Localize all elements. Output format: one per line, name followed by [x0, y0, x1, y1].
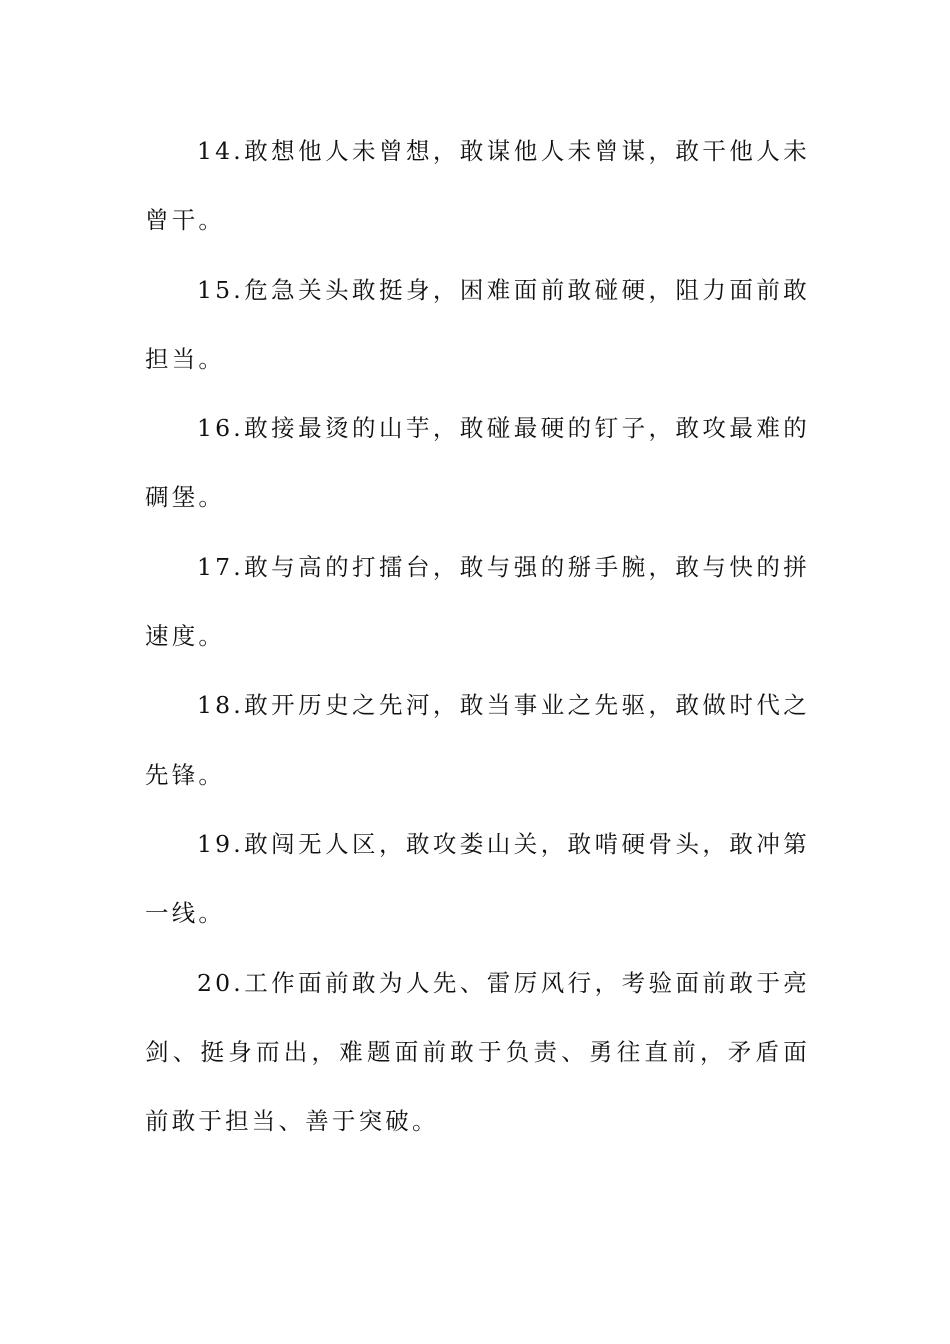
paragraph-18: 18.敢开历史之先河，敢当事业之先驱，敢做时代之先锋。: [145, 691, 810, 789]
paragraph-16: 16.敢接最烫的山芋，敢碰最硬的钉子，敢攻最难的碉堡。: [145, 414, 810, 512]
document-body: [145, 117, 810, 1156]
paragraph-15: 15.危急关头敢挺身，困难面前敢碰硬，阻力面前敢担当。: [145, 275, 810, 373]
paragraph-17: 17.敢与高的打擂台，敢与强的掰手腕，敢与快的拼速度。: [145, 552, 810, 651]
paragraph-20: 20.工作面前敢为人先、雷厉风行，考验面前敢于亮剑、挺身而出，难题面前敢于负责、勇往直前，矛盾面前敢于担当、善于突破。: [145, 968, 810, 1136]
paragraph-19: 19.敢闯无人区，敢攻娄山关，敢啃硬骨头，敢冲第一线。: [145, 829, 810, 928]
paragraph-14: 14.敢想他人未曾想，敢谋他人未曾谋，敢干他人未曾干。: [145, 137, 810, 235]
